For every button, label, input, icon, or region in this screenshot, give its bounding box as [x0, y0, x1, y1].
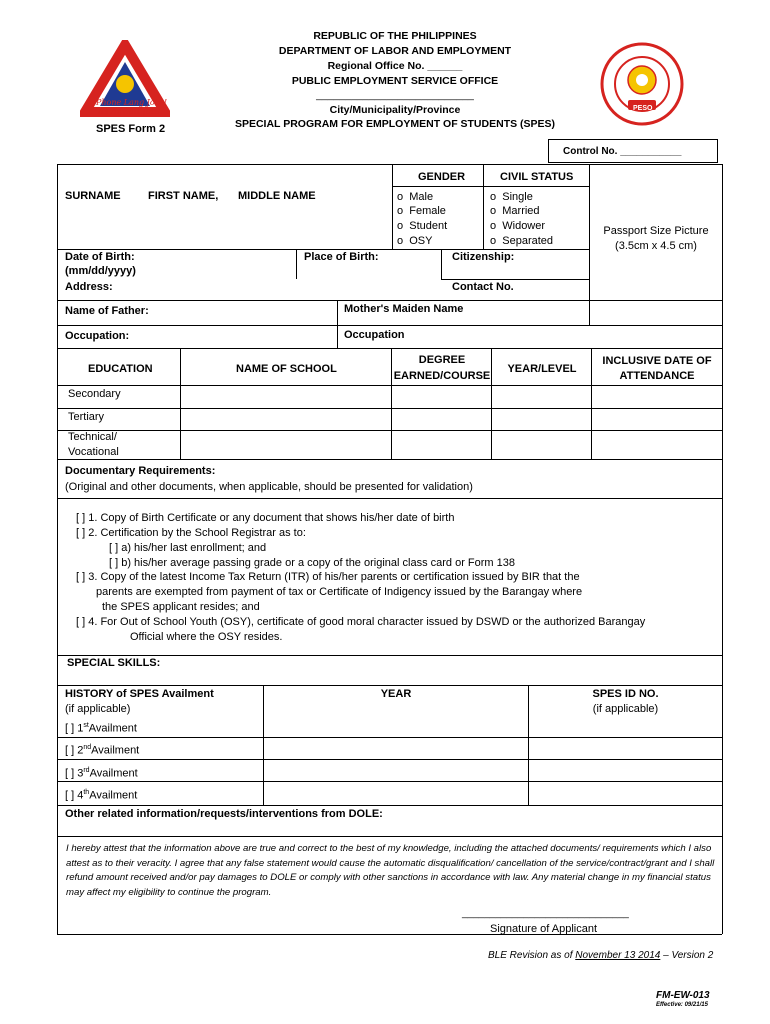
peso-logo-text: PESO [633, 105, 653, 112]
requirement-3b: parents are exempted from payment of tax or Certificate of Indigency issued by the Barangay where [96, 586, 583, 598]
availment-row-4[interactable] [65, 785, 137, 804]
availment-suffix: Availment [91, 744, 140, 757]
technical-label: Technical/ [68, 431, 117, 443]
civil-married-label: Married [502, 205, 540, 217]
revision-date: November 13 2014 [575, 950, 661, 961]
signature-line[interactable]: ______________________________ [462, 908, 629, 919]
history-title: HISTORY of SPES Availment [65, 688, 214, 700]
requirement-2a[interactable]: [ ] a) his/her last enrollment; and [109, 542, 267, 554]
availment-sup: st [83, 722, 89, 729]
logo-slogan-2: Its Anwatt Jobs [98, 107, 160, 116]
secondary-label: Secondary [68, 388, 121, 400]
civil-option-widower[interactable] [490, 219, 545, 234]
requirement-3a[interactable]: [ ] 3. Copy of the latest Income Tax Return (ITR) of his/her parents or certification issued by BIR that the [76, 571, 580, 583]
dob-format-label: (mm/dd/yyyy) [65, 265, 136, 277]
civil-option-married[interactable] [490, 204, 540, 219]
control-no-label: Control No. ___________ [563, 146, 682, 157]
passport-picture-label: Passport Size Picture [603, 225, 709, 237]
requirement-4a[interactable]: [ ] 4. For Out of School Youth (OSY), certificate of good moral character issued by DSWD or the authorized Barangay [76, 616, 646, 628]
radio-bullet: o [397, 205, 404, 217]
requirements-title: Documentary Requirements: [65, 465, 216, 477]
availment-row-2[interactable] [65, 740, 139, 759]
availment-sup: th [83, 789, 90, 796]
header-city: City/Municipality/Province [329, 104, 461, 116]
revision-suffix: – Version 2 [660, 950, 714, 961]
other-info-label: Other related information/requests/interventions from DOLE: [65, 808, 383, 820]
requirement-4b: Official where the OSY resides. [130, 631, 283, 643]
requirement-2[interactable]: [ ] 2. Certification by the School Registrar as to: [76, 527, 306, 539]
tertiary-label: Tertiary [68, 411, 105, 423]
degree-header-2: EARNED/COURSE [393, 370, 491, 382]
header-program: SPECIAL PROGRAM FOR EMPLOYMENT OF STUDENTS (SPES) [234, 118, 556, 130]
radio-bullet: o [490, 235, 497, 247]
availment-suffix: Availment [88, 722, 137, 735]
pob-label: Place of Birth: [304, 251, 379, 263]
gender-student-label: Student [409, 220, 448, 232]
civil-separated-label: Separated [502, 235, 554, 247]
civil-option-separated[interactable] [490, 234, 553, 249]
gender-osy-label: OSY [409, 235, 433, 247]
availment-suffix: Availment [89, 789, 138, 802]
availment-row-3[interactable] [65, 763, 138, 782]
requirement-2b[interactable]: [ ] b) his/her average passing grade or a copy of the original class card or Form 138 [109, 557, 515, 569]
gender-male-label: Male [409, 191, 434, 203]
passport-size-label: (3.5cm x 4.5 cm) [615, 240, 697, 252]
header-regional-office: Regional Office No. ______ [327, 60, 463, 72]
dob-label: Date of Birth: [65, 251, 135, 263]
gender-option-student[interactable] [397, 219, 447, 234]
requirements-subtitle: (Original and other documents, when applicable, should be presented for validation) [65, 481, 473, 493]
availment-row-1[interactable] [65, 718, 137, 737]
spes-id-subtitle: (if applicable) [592, 703, 659, 715]
header-republic: REPUBLIC OF THE PHILIPPINES [313, 30, 477, 42]
gender-option-osy[interactable] [397, 234, 432, 249]
header-peso: PUBLIC EMPLOYMENT SERVICE OFFICE [291, 75, 499, 87]
education-header: EDUCATION [88, 363, 153, 375]
mother-occupation-label: Occupation [344, 329, 405, 341]
gender-option-female[interactable] [397, 204, 446, 219]
school-header: NAME OF SCHOOL [236, 363, 337, 375]
degree-header-1: DEGREE [418, 354, 466, 366]
civil-status-header: CIVIL STATUS [500, 171, 574, 183]
father-label: Name of Father: [65, 305, 149, 317]
availment-prefix: [ ] 1 [65, 722, 84, 735]
attestation-text: I hereby attest that the information above are true and correct to the best of my knowledge, including the attached documents/ requirements which I also attest as to their veracity. I agree that any false statement would cause the automatic disqualification/ cancellation of the service/contract/grant and I shall refund amount received and/or pay damages to DOLE or comply with other sanctions in accordance with law. Any material change in my financial status may affect my eligibility to continue the program. [66, 843, 715, 898]
availment-sup: rd [83, 767, 90, 774]
signature-label: Signature of Applicant [490, 923, 598, 935]
radio-bullet: o [490, 220, 497, 232]
radio-bullet: o [397, 191, 404, 203]
gender-header: GENDER [418, 171, 466, 183]
availment-prefix: [ ] 4 [65, 789, 84, 802]
radio-bullet: o [490, 191, 497, 203]
vocational-label: Vocational [68, 446, 119, 458]
middle-name-label: MIDDLE NAME [238, 190, 316, 202]
radio-bullet: o [397, 235, 404, 247]
radio-bullet: o [490, 205, 497, 217]
availment-prefix: [ ] 2 [65, 744, 84, 757]
dates-header-2: ATTENDANCE [619, 370, 695, 382]
availment-sup: nd [83, 744, 92, 751]
first-name-label: FIRST NAME, [148, 190, 219, 202]
effective-date: Effective: 09/21/15 [656, 1002, 708, 1008]
address-label: Address: [65, 281, 113, 293]
header-blank-line: ___________________________ [316, 89, 474, 101]
logo-slogan-1: Phone Lang Jobs! [96, 98, 168, 107]
requirement-1[interactable]: [ ] 1. Copy of Birth Certificate or any document that shows his/her date of birth [76, 512, 455, 524]
citizenship-label: Citizenship: [452, 251, 515, 263]
mother-label: Mother's Maiden Name [344, 303, 464, 315]
radio-bullet: o [397, 220, 404, 232]
civil-option-single[interactable] [490, 190, 533, 205]
form-code: FM-EW-013 [656, 990, 710, 1001]
requirement-3c: the SPES applicant resides; and [102, 601, 260, 613]
availment-prefix: [ ] 3 [65, 767, 84, 780]
father-occupation-label: Occupation: [65, 330, 130, 342]
header-dole: DEPARTMENT OF LABOR AND EMPLOYMENT [278, 45, 512, 57]
revision-note [488, 948, 713, 963]
history-subtitle: (if applicable) [65, 703, 131, 715]
year-level-header: YEAR/LEVEL [507, 363, 577, 375]
contact-label: Contact No. [452, 281, 514, 293]
surname-label: SURNAME [65, 190, 121, 202]
dates-header-1: INCLUSIVE DATE OF [602, 355, 712, 367]
spes-id-header: SPES ID NO. [592, 688, 659, 700]
gender-female-label: Female [409, 205, 446, 217]
special-skills-label: SPECIAL SKILLS: [67, 657, 161, 669]
gender-option-male[interactable] [397, 190, 433, 205]
control-no-box[interactable] [548, 139, 718, 163]
form-label: SPES Form 2 [96, 123, 166, 135]
history-year-header: YEAR [380, 688, 412, 700]
availment-suffix: Availment [89, 767, 138, 780]
civil-widower-label: Widower [502, 220, 546, 232]
revision-prefix: BLE Revision as of [488, 950, 576, 961]
civil-single-label: Single [502, 191, 533, 203]
